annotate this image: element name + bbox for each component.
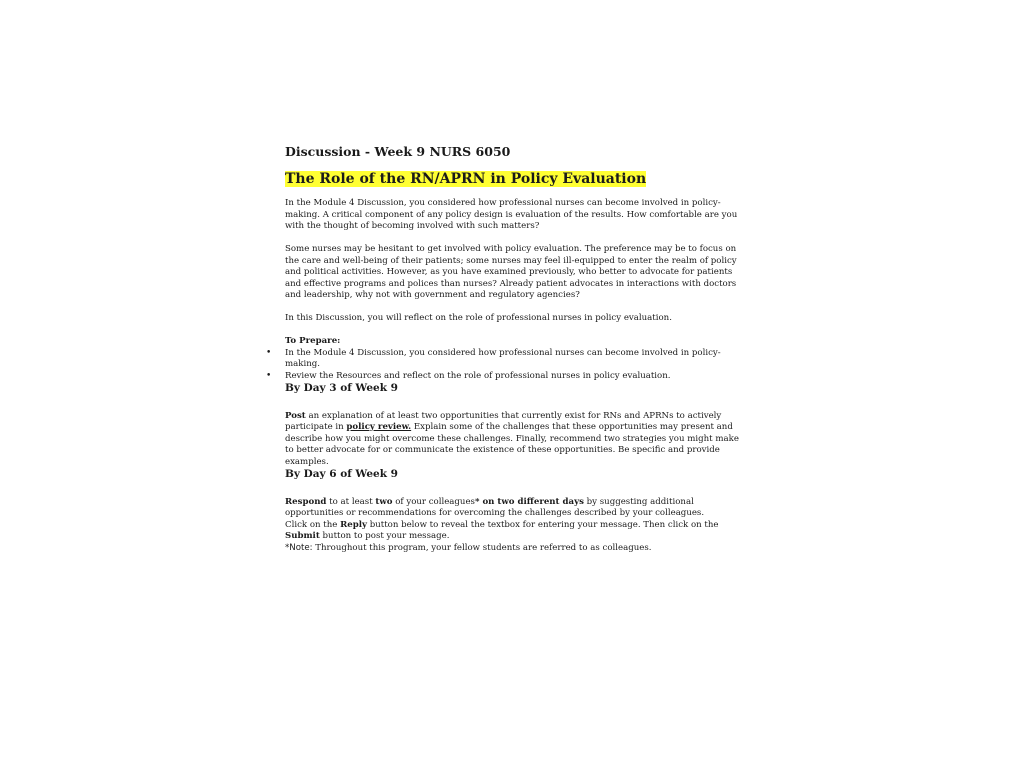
- day6-heading: By Day 6 of Week 9: [285, 468, 398, 480]
- main-heading: [285, 171, 745, 188]
- document-title: Discussion - Week 9 NURS 6050: [285, 144, 511, 159]
- respond-days: * on two different days: [474, 496, 584, 507]
- policy-review-link[interactable]: policy review.: [346, 422, 412, 432]
- note-text: Throughout this program, your fellow students are referred to as colleagues.: [312, 542, 652, 553]
- click-instructions: [285, 520, 745, 543]
- highlighted-heading-text: The Role of the RN/APRN in Policy Evaluation: [285, 171, 647, 187]
- document-page: [285, 144, 745, 554]
- to-prepare-list: [285, 348, 745, 383]
- submit-bold: Submit: [285, 531, 320, 541]
- post-instructions: [285, 411, 745, 469]
- respond-two: two: [375, 496, 393, 507]
- intro-paragraph-2: Some nurses may be hesitant to get involved with policy evaluation. The preference may be to focus on the care and well-being of their patients; some nurses may feel ill-equipped to enter the realm of policy and political activities. However, as you have examined previously, who better to advocate for patients and effective programs and polices than nurses? Already patient advocates in interactions with doctors and leadership, why not with government and regulatory agencies?: [285, 244, 737, 300]
- day3-heading: By Day 3 of Week 9: [285, 382, 398, 394]
- click-text-2: button below to reveal the textbox for entering your message. Then click on the: [366, 519, 719, 530]
- respond-bold: Respond: [285, 496, 327, 507]
- note-line: [285, 543, 745, 555]
- intro-paragraph-3: In this Discussion, you will reflect on the role of professional nurses in policy evaluation.: [285, 313, 672, 323]
- respond-instructions: [285, 497, 745, 520]
- respond-text-3: by suggesting additional opportunities or recommendations for overcoming the challenges described by your colleagues.: [285, 496, 705, 518]
- respond-text-2: of your colleagues: [392, 496, 475, 507]
- note-label: *Note:: [285, 542, 313, 553]
- post-text-2: Explain some of the challenges that these opportunities may present and describe how you might overcome these challenges. Finally, recommend two strategies you might make to better advocate for or communicate the existence of these opportunities. Be specific and provide examples.: [285, 422, 739, 467]
- click-text-1: Click on the: [285, 519, 341, 530]
- to-prepare-label: To Prepare:: [285, 336, 341, 346]
- reply-bold: Reply: [340, 519, 367, 530]
- list-item: • Review the Resources and reflect on the role of professional nurses in policy evaluation.: [285, 371, 745, 383]
- post-bold: Post: [285, 410, 306, 421]
- respond-text-1: to at least: [326, 496, 376, 507]
- intro-paragraph-1: In the Module 4 Discussion, you considered how professional nurses can become involved in policy-making. A critical component of any policy design is evaluation of the results. How comfortable are you with the thought of becoming involved with such matters?: [285, 198, 738, 231]
- post-text-1: an explanation of at least two opportunities that currently exist for RNs and APRNs to actively participate in: [285, 410, 722, 432]
- list-item: • In the Module 4 Discussion, you considered how professional nurses can become involved in policy-making.: [285, 348, 745, 371]
- click-text-3: button to post your message.: [319, 531, 450, 541]
